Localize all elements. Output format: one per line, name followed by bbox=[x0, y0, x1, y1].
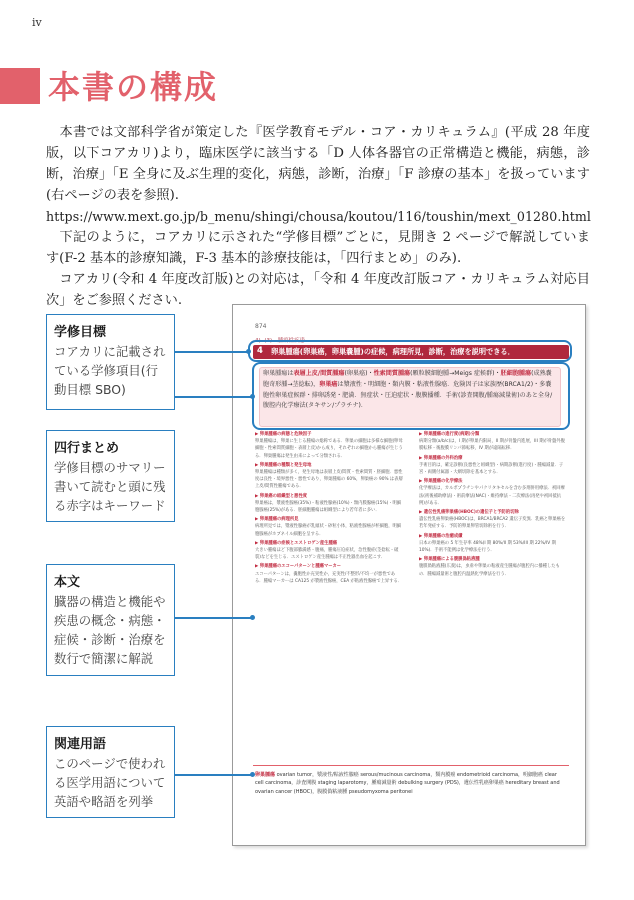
callout-main-text-body: 臓器の構造と機能や疾患の概念・病態・症候・診断・治療を数行で簡潔に解説 bbox=[54, 594, 166, 666]
text-run: は漿液性・明細胞・類内膜・粘液性腺癌．危険因子は家族歴(BRCA1/2)・多嚢胞性卵巣症候群・排卵誘発・肥満．無症状・圧迫症状・腹膜播種．手術(診査開腹/腫瘍減量術)のあと全身/腹腔内化学療法(タキサン/プラチナ)． bbox=[263, 380, 553, 410]
body-section-heading: ▶ 卵巣腫瘍の治癒成績 bbox=[419, 533, 463, 539]
text-run: (卵巣癌)・ bbox=[344, 370, 374, 377]
text-run: ovarian tumor，漿液性/粘液性腺癌 serous/mucinous carcinoma，類内膜癌 endometrioid carcinoma，明細胞癌 clear cell carcinoma，診査開腹 staging laparotomy，腫瘍減量術 debulking surgery (PDS)，遺伝性乳癌卵巣癌 hereditary breast and ovarian cancer (HBOC)，腹膜偽粘液腫 pseudomyxoma peritonei bbox=[255, 772, 560, 795]
keyword: 性索間質腫瘍 bbox=[373, 370, 411, 377]
intro-paragraph-3-text: コアカリ(令和 4 年度改訂版)との対応は，「令和 4 年度改訂版コア・カリキュラム対応目次」をご参照ください. bbox=[46, 272, 590, 308]
callout-four-line-summary-body: 学修目標のサマリー書いて読むと頭に残る赤字はキーワード bbox=[54, 460, 166, 513]
intro-paragraph-1-text: 本書では文部科学省が策定した『医学教育モデル・コア・カリキュラム』(平成 28 年度版，以下コアカリ)より，臨床医学に該当する「D 人体各器官の正常構造と機能，病態，診断，治療」「E 全身に及ぶ生理的変化，病態，診断，治療」「F 診療の基本」を扱っています(右ページの表を参照). bbox=[46, 125, 590, 203]
body-section-text: 卵巣腫瘍は，卵巣に生じる腫瘍の総称である．卵巣の細胞は多様な細胞(卵母細胞・性索間質細胞・表層上皮)から成り，それぞれの細胞から腫瘍が生じうる．卵巣腫瘍は発生由来によって分類される． bbox=[255, 439, 403, 459]
text-run: (顆粒膜細胞腫→Meigs 症候群)・ bbox=[410, 370, 501, 377]
body-section-text: 日本の卵巣癌の 5 年生存率 48%(I 期 80%/II 期 53%/III 期 22%/IV 期 10%)．手術不能例は化学療法を行う． bbox=[419, 540, 556, 554]
body-section-text: 大きい腫瘍ほど下腹部膨満感・腹痛，腫瘍圧迫症状，急性腹症(茎捻転・破裂)などを生じる．エストロゲン産生腫瘍は不正性器出血を起こす． bbox=[255, 548, 399, 561]
body-section-heading: ▶ 卵巣腫瘍のエコーパターンと腫瘍マーカー bbox=[255, 564, 342, 570]
body-section-heading: ▶ 卵巣腫瘍の進行度(病期)分類 bbox=[419, 432, 480, 437]
sample-page-number: 874 bbox=[255, 323, 267, 330]
callout-four-line-summary bbox=[46, 430, 175, 522]
objective-highlight bbox=[248, 340, 572, 362]
body-section-text: エコーパターンは，嚢胞性か充実性か，充実性/不整形/不均一が悪性である．腫瘍マーカーは CA125 が漿液性腺癌，CEA が粘液性腺癌で上昇する． bbox=[255, 571, 403, 584]
body-section-heading: ▶ 卵巣腫瘍の病理所見 bbox=[255, 517, 299, 523]
body-section bbox=[255, 563, 403, 585]
intro-text bbox=[46, 122, 590, 311]
glossary-text bbox=[255, 771, 567, 796]
text-run: (成熟嚢胞奇形腫→茎捻転)， bbox=[263, 370, 552, 388]
body-section-heading: ▶ 卵巣腫瘍の種類と発生母地 bbox=[255, 462, 312, 468]
body-section-heading: ▶ 卵巣腫瘍の病態と危険因子 bbox=[255, 432, 312, 437]
objective-number: 4 bbox=[257, 346, 263, 356]
body-section-text: 遺伝性乳癌卵巣癌(HBOC)は，BRCA1/BRCA2 遺伝子変異．乳癌と卵巣癌を若年発症する．予防的卵巣卵管切除術を行う． bbox=[419, 517, 566, 530]
intro-paragraph-2-text: 下記のように，コアカリに示された“学修目標”ごとに，見開き 2 ページで解説しています(F-2 基本的診療知識，F-3 基本的診療技能は，「四行まとめ」のみ). bbox=[46, 230, 590, 266]
body-section-heading: ▶ 卵巣腫瘍による腹膜偽粘液腫 bbox=[419, 557, 480, 563]
callout-four-line-summary-title: 四行まとめ bbox=[54, 441, 120, 456]
body-section-text: 腹膜偽粘液腫(広義)は，虫垂や卵巣の粘液産生腫瘍が腹腔内に播種したもの．腫瘍減量術と腹腔内温熱化学療法を行う． bbox=[419, 564, 560, 577]
connector-objective bbox=[175, 351, 247, 353]
keyword: 表層上皮/間質腫瘍 bbox=[293, 370, 345, 377]
intro-paragraph-2 bbox=[46, 227, 590, 269]
keyword: 卵巣腫瘍 bbox=[255, 772, 276, 778]
body-section-text: 卵巣癌は，漿液性腺癌(35%)・粘液性腺癌(10%)・類内膜腺癌(15%)・明細胞腺癌(25%)がある．胚細胞腫瘍は組織型により若年者に多い． bbox=[255, 500, 402, 514]
body-section-text: 手術目的は，確定診断(良悪性と組織型)・病期診断(進行度)・腫瘍減量．子宮・両側付属器・大網切除を基本とする． bbox=[419, 462, 564, 476]
body-section bbox=[255, 462, 403, 491]
connector-summary bbox=[175, 396, 251, 398]
body-section bbox=[255, 493, 403, 515]
body-section bbox=[419, 556, 567, 578]
text-run: 卵巣腫瘍は bbox=[263, 370, 294, 377]
body-section bbox=[255, 431, 403, 460]
page-number: iv bbox=[32, 16, 42, 29]
body-section-text: 化学療法は，カルボプラチンやパクリタキセルを含む多剤併用療法．初回療法(術後補助療法)・術前療法(NAC)・維持療法・二次療法(再発や初回抵抗例)がある． bbox=[419, 486, 565, 506]
body-section-heading: ▶ 卵巣癌の組織型と悪性度 bbox=[255, 493, 308, 499]
page-title: 本書の構成 bbox=[48, 68, 219, 106]
body-section bbox=[255, 516, 403, 538]
callout-related-terms-body: このページで使われる医学用語について英語や略語を列挙 bbox=[54, 756, 166, 809]
body-column-right bbox=[419, 431, 567, 580]
body-section-text: 病理所見では，漿液性腺癌が乳頭状・砂粒小体，粘液性腺癌が杯細胞，明細胞腺癌がホブネイル細胞を呈する． bbox=[255, 524, 402, 537]
callout-learning-objective bbox=[46, 314, 175, 410]
body-section-heading: ▶ 遺伝性乳癌卵巣癌(HBOC)の遺伝子と予防的切除 bbox=[419, 510, 519, 516]
callout-related-terms-title: 関連用語 bbox=[54, 737, 107, 752]
body-section-heading: ▶ 卵巣腫瘍の化学療法 bbox=[419, 479, 463, 485]
body-section-text: 病期分類(a/b/c)は，I 期が卵巣内限局，II 期が骨盤内進展，III 期が骨盤外腹膜転移・後腹膜リンパ節転移，IV 期が遠隔転移． bbox=[419, 439, 565, 452]
sample-section-label: 4) -(3) 腫瘍性疾患 bbox=[255, 338, 306, 344]
body-section bbox=[419, 431, 567, 453]
callout-main-text bbox=[46, 564, 175, 676]
body-column-left bbox=[255, 431, 403, 587]
callout-related-terms bbox=[46, 726, 175, 818]
keyword: 卵巣癌 bbox=[319, 380, 338, 388]
connector-glossary bbox=[175, 774, 251, 776]
curriculum-url[interactable]: https://www.mext.go.jp/b_menu/shingi/chousa/koutou/116/toushin/mext_01280.html bbox=[46, 209, 592, 224]
intro-paragraph-1 bbox=[46, 122, 590, 206]
glossary-divider bbox=[253, 765, 569, 766]
body-section bbox=[419, 455, 567, 477]
objective-text: 卵巣腫瘍(卵巣癌，卵巣嚢腫)の症候，病理所見，診断，治療を説明できる． bbox=[271, 347, 515, 356]
title-accent-bar bbox=[0, 68, 40, 104]
body-section-text: 卵巣腫瘍は種類が多く，発生母地は表層上皮/間質・性索間質・胚細胞．悪性度は良性・境界悪性・悪性であり，卵巣腫瘍の 60%，卵巣癌の 90% は表層上皮/間質性腫瘍である． bbox=[255, 470, 403, 490]
body-section bbox=[419, 478, 567, 507]
body-section bbox=[255, 540, 403, 562]
callout-main-text-title: 本文 bbox=[54, 575, 81, 590]
callout-learning-objective-title: 学修目標 bbox=[54, 325, 107, 340]
body-section bbox=[419, 509, 567, 531]
keyword: 胚細胞腫瘍 bbox=[500, 370, 532, 377]
summary-highlight bbox=[252, 362, 570, 430]
body-section-heading: ▶ 卵巣腫瘍の症候とエストロゲン産生腫瘍 bbox=[255, 540, 338, 546]
body-section bbox=[419, 533, 567, 555]
body-section-heading: ▶ 卵巣腫瘍の外科治療 bbox=[419, 455, 463, 461]
connector-body bbox=[175, 617, 251, 619]
callout-learning-objective-body: コアカリに記載されている学修項目(行動目標 SBO) bbox=[54, 344, 166, 397]
